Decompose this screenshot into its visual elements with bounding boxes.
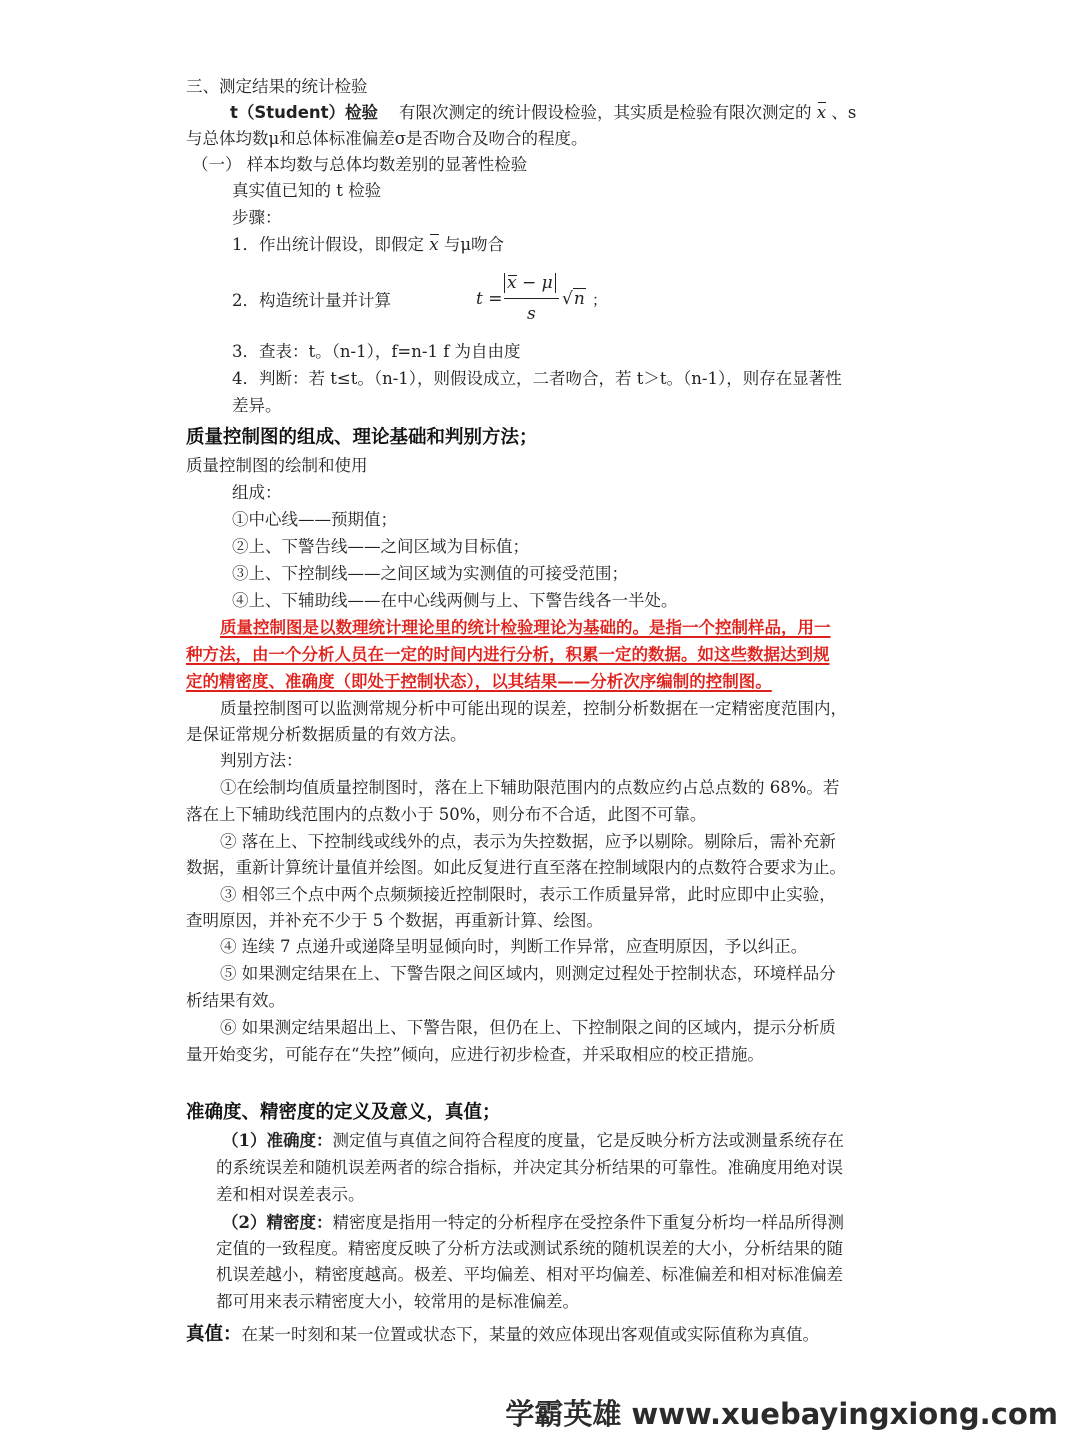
formula-end: ； xyxy=(592,291,608,309)
acc-heading: 准确度、精密度的定义及意义，真值； xyxy=(186,1102,501,1123)
subsection-title: （一） 样本均数与总体均数差别的显著性检验 xyxy=(192,155,528,174)
accuracy-text: 测定值与真值之间符合程度的度量，它是反映分析方法或测量系统存在 xyxy=(332,1131,844,1150)
judgment-rule-line: ⑥ 如果测定结果超出上、下警告限，但仍在上、下控制限之间的区域内，提示分析质 xyxy=(220,1018,836,1037)
steps-label: 步骤： xyxy=(232,208,282,227)
t-test-intro-text: 有限次测定的统计假设检验，其实质是检验有限次测定的 xyxy=(399,103,812,122)
t-test-intro-tail: 、s xyxy=(831,103,857,122)
qc-heading: 质量控制图的组成、理论基础和判别方法； xyxy=(186,427,538,448)
qc-basis-red-line: 定的精密度、准确度（即处于控制状态），以其结果——分析次序编制的控制图。 xyxy=(186,672,772,691)
composition-label: 组成： xyxy=(232,483,282,502)
precision-line: 都可用来表示精密度大小，较常用的是标准偏差。 xyxy=(216,1292,579,1311)
t-test-label: t（Student）检验 xyxy=(230,103,379,122)
sqrt-radicand: n xyxy=(573,289,585,309)
accuracy-line: 的系统误差和随机误差两者的综合指标，并决定其分析结果的可靠性。准确度用绝对误 xyxy=(216,1158,843,1177)
true-value-line xyxy=(186,1322,819,1348)
formula-mu: − μ xyxy=(516,273,553,293)
qc-basis-red-line: 种方法，由一个分析人员在一定的时间内进行分析，积累一定的数据。如这些数据达到规 xyxy=(186,645,830,664)
watermark: 学霸英雄 www.xuebayingxiong.com xyxy=(505,1397,1058,1431)
composition-item: ④上、下辅助线——在中心线两侧与上、下警告线各一半处。 xyxy=(232,591,678,610)
t-statistic-formula xyxy=(476,273,616,327)
composition-item: ③上、下控制线——之间区域为实测值的可接受范围； xyxy=(232,564,628,583)
judgment-label: 判别方法： xyxy=(220,751,303,770)
accuracy-line: 差和相对误差表示。 xyxy=(216,1185,365,1204)
precision-text: 精密度是指用一特定的分析程序在受控条件下重复分析均一样品所得测 xyxy=(332,1213,844,1232)
qc-purpose-line: 是保证常规分析数据质量的有效方法。 xyxy=(186,725,467,744)
judgment-rule-line: ② 落在上、下控制线或线外的点，表示为失控数据，应予以剔除。剔除后，需补充新 xyxy=(220,832,836,851)
precision-line xyxy=(222,1210,844,1236)
accuracy-label: （1）准确度： xyxy=(222,1131,333,1150)
t-test-intro xyxy=(230,100,856,126)
x-bar-symbol: x xyxy=(429,232,438,258)
accuracy-line xyxy=(222,1128,844,1154)
sqrt-sign: √ xyxy=(562,289,573,309)
qc-basis-red-line: 质量控制图是以数理统计理论里的统计检验理论为基础的。是指一个控制样品，用一 xyxy=(220,618,831,637)
precision-line: 定值的一致程度。精密度反映了分析方法或测试系统的随机误差的大小，分析结果的随 xyxy=(216,1239,843,1258)
judgment-rule-line: ③ 相邻三个点中两个点频频接近控制限时，表示工作质量异常，此时应即中止实验， xyxy=(220,885,836,904)
precision-label: （2）精密度： xyxy=(222,1213,333,1232)
judgment-rule-line: ①在绘制均值质量控制图时，落在上下辅助限范围内的点数应约占总点数的 68%。若 xyxy=(220,778,840,797)
step-4-line2: 差异。 xyxy=(232,396,282,415)
judgment-rule-line: 落在上下辅助线范围内的点数小于 50%，则分布不合适，此图不可靠。 xyxy=(186,805,707,824)
step-1 xyxy=(232,232,504,258)
x-bar-symbol: x xyxy=(507,273,517,293)
step-2: 2．构造统计量并计算 xyxy=(232,291,391,310)
step-4-line1: 4．判断：若 t≤t。（n-1），则假设成立，二者吻合，若 t＞t。（n-1），则存在显著性 xyxy=(232,369,842,388)
formula-numerator xyxy=(504,273,556,293)
t-test-intro-line2: 与总体均数μ和总体标准偏差σ是否吻合及吻合的程度。 xyxy=(186,129,588,148)
true-value-text: 在某一时刻和某一位置或状态下，某量的效应体现出客观值或实际值称为真值。 xyxy=(241,1325,820,1344)
judgment-rule-line: ⑤ 如果测定结果在上、下警告限之间区域内，则测定过程处于控制状态，环境样品分 xyxy=(220,964,836,983)
step-1-tail: 与μ吻合 xyxy=(443,235,505,254)
formula-lhs: t = xyxy=(476,289,503,309)
judgment-rule-line: ④ 连续 7 点递升或递降呈明显倾向时，判断工作异常，应查明原因，予以纠正。 xyxy=(220,937,808,956)
step-3: 3．查表：t。（n-1），f=n-1 f 为自由度 xyxy=(232,342,521,361)
section-title: 三、测定结果的统计检验 xyxy=(186,77,368,96)
judgment-rule-line: 析结果有效。 xyxy=(186,991,285,1010)
precision-line: 机误差越小，精密度越高。极差、平均偏差、相对平均偏差、标准偏差和相对标准偏差 xyxy=(216,1265,843,1284)
composition-item: ②上、下警告线——之间区域为目标值； xyxy=(232,537,529,556)
known-value-line: 真实值已知的 t 检验 xyxy=(232,181,382,200)
step-1-text: 1．作出统计假设，即假定 xyxy=(232,235,424,254)
judgment-rule-line: 量开始变劣，可能存在“失控”倾向，应进行初步检查，并采取相应的校正措施。 xyxy=(186,1045,764,1064)
qc-subheading: 质量控制图的绘制和使用 xyxy=(186,456,368,475)
fraction-line xyxy=(504,298,559,299)
true-value-label: 真值： xyxy=(186,1324,242,1345)
formula-denominator: s xyxy=(527,304,536,324)
x-bar-symbol: x xyxy=(817,100,826,126)
qc-purpose-line: 质量控制图可以监测常规分析中可能出现的误差，控制分析数据在一定精密度范围内， xyxy=(220,699,847,718)
formula-sqrt xyxy=(562,289,586,309)
composition-item: ①中心线——预期值； xyxy=(232,510,397,529)
judgment-rule-line: 数据，重新计算统计量值并绘图。如此反复进行直至落在控制域限内的点数符合要求为止。 xyxy=(186,858,846,877)
judgment-rule-line: 查明原因，并补充不少于 5 个数据，再重新计算、绘图。 xyxy=(186,911,603,930)
